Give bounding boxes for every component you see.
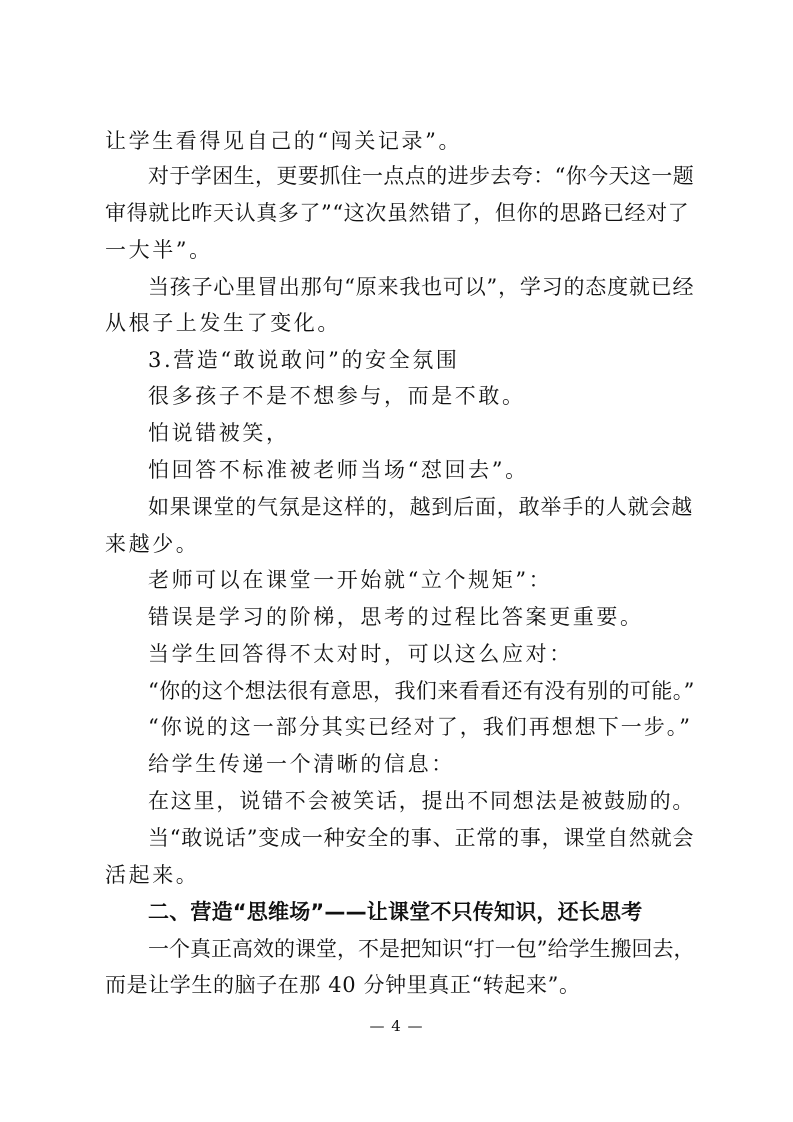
paragraph-line-16: “你的这个想法很有意思，我们来看看还有没有别的可能。” <box>148 679 695 703</box>
paragraph-line-1: 让学生看得见自己的“闯关记录”。 <box>105 129 463 153</box>
paragraph-line-9: 怕说错被笑， <box>148 421 290 445</box>
paragraph-line-21: 活起来。 <box>105 863 200 887</box>
paragraph-line-12: 来越少。 <box>105 532 200 556</box>
paragraph-line-14: 错误是学习的阶梯，思考的过程比答案更重要。 <box>148 605 644 629</box>
paragraph-line-18: 给学生传递一个清晰的信息： <box>148 752 455 776</box>
paragraph-line-8: 很多孩子不是不想参与，而是不敢。 <box>148 384 526 408</box>
paragraph-line-6: 从根子上发生了变化。 <box>105 311 341 335</box>
paragraph-line-17: “你说的这一部分其实已经对了，我们再想想下一步。” <box>148 715 692 739</box>
page-number: — 4 — <box>369 1017 424 1035</box>
paragraph-line-19: 在这里，说错不会被笑话，提出不同想法是被鼓励的。 <box>148 789 696 813</box>
paragraph-line-13: 老师可以在课堂一开始就“立个规矩”： <box>148 568 553 592</box>
paragraph-line-15: 当学生回答得不太对时，可以这么应对： <box>148 642 573 666</box>
paragraph-line-20: 当“敢说话”变成一种安全的事、正常的事，课堂自然就会 <box>148 826 695 850</box>
paragraph-line-2: 对于学困生，更要抓住一点点的进步去夸：“你今天这一题 <box>148 164 695 188</box>
paragraph-line-24: 而是让学生的脑子在那 40 分钟里真正“转起来”。 <box>105 973 581 997</box>
subheading-line: 3.营造“敢说敢问”的安全氛围 <box>148 348 460 372</box>
paragraph-line-3: 审得就比昨天认真多了”“这次虽然错了，但你的思路已经对了 <box>105 201 690 225</box>
paragraph-line-5: 当孩子心里冒出那句“原来我也可以”，学习的态度就已经 <box>148 275 695 299</box>
paragraph-line-11: 如果课堂的气氛是这样的，越到后面，敢举手的人就会越 <box>148 495 693 519</box>
paragraph-line-10: 怕回答不标准被老师当场“怼回去”。 <box>148 458 529 482</box>
section-heading: 二、营造“思维场”——让课堂不只传知识，还长思考 <box>148 900 643 924</box>
paragraph-line-4: 一大半”。 <box>105 238 213 262</box>
paragraph-line-23: 一个真正高效的课堂，不是把知识“打一包”给学生搬回去， <box>148 937 695 961</box>
